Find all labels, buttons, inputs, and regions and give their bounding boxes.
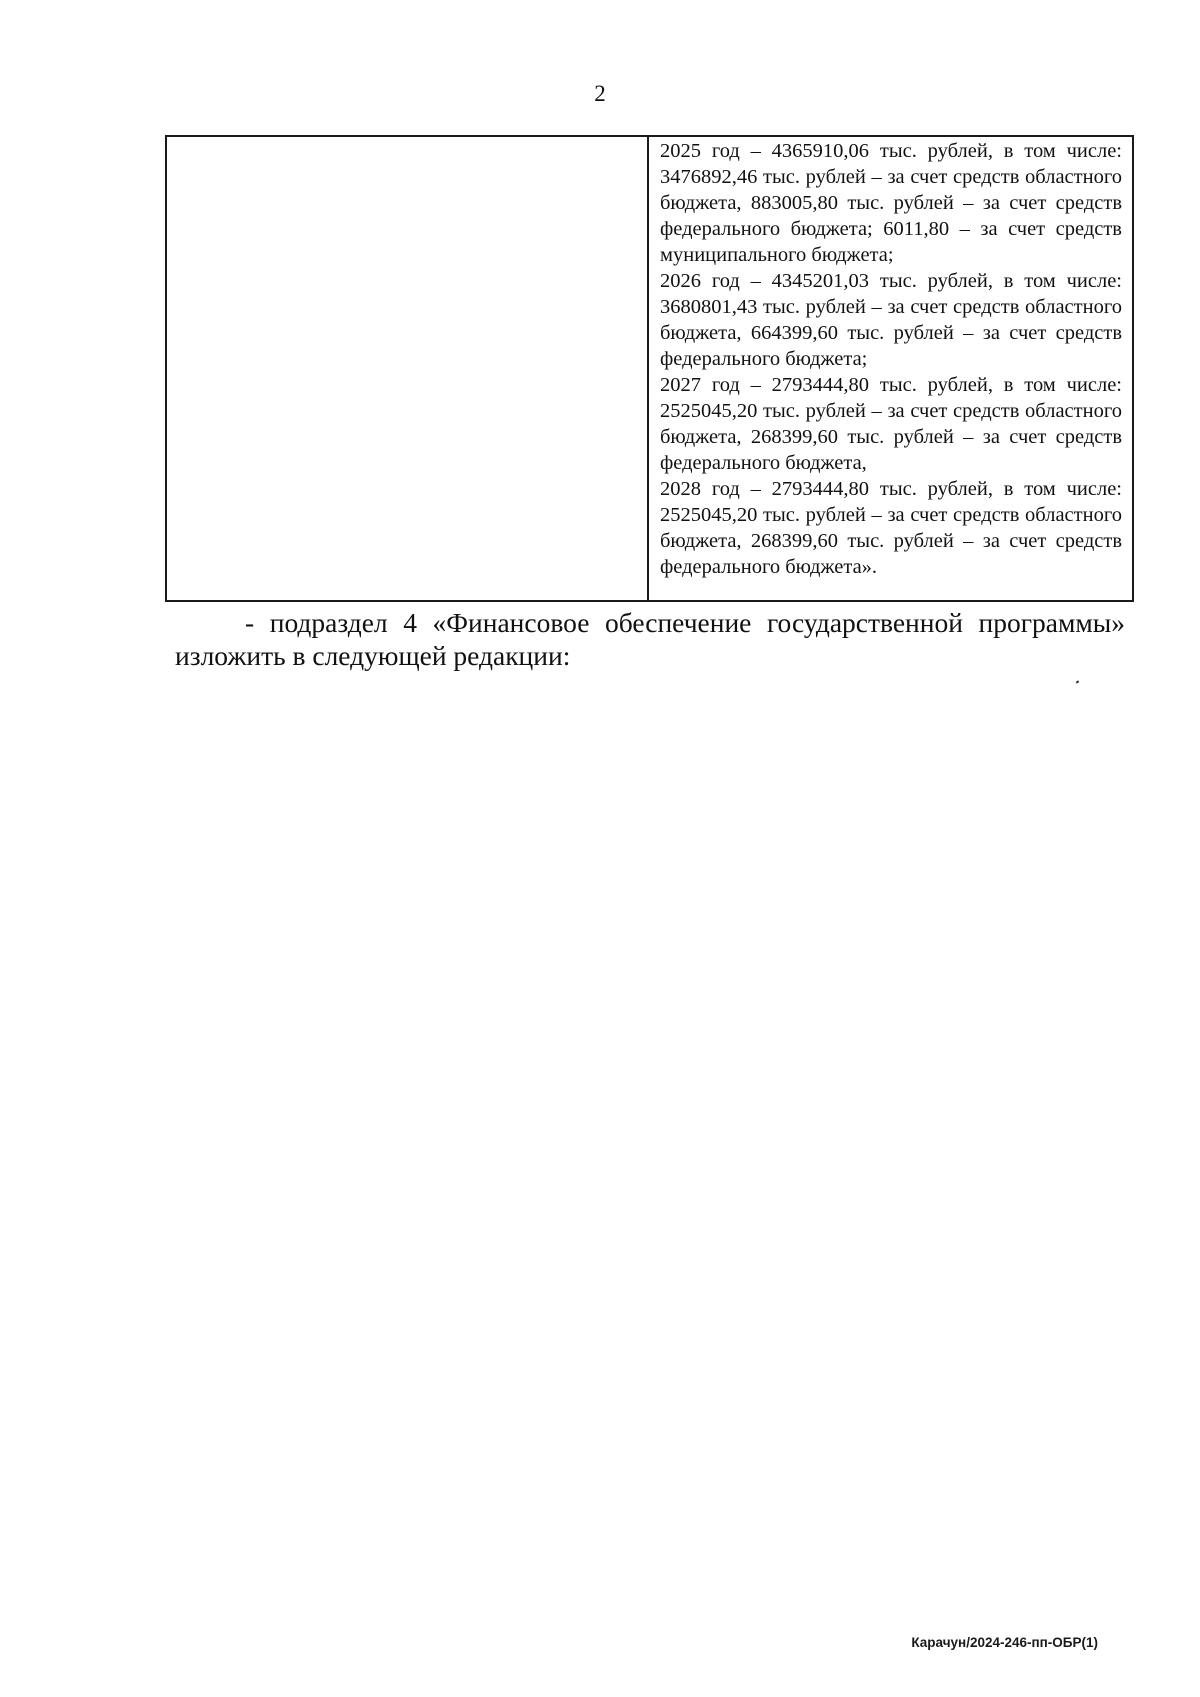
body-paragraph: [175, 606, 1125, 672]
funding-2028: 2028 год – 2793444,80 тыс. рублей, в том числе: 2525045,20 тыс. рублей – за счет средств областного бюджета, 268399,60 тыс. рублей – за счет средств федерального бюджета».: [660, 478, 1122, 578]
funding-2025: 2025 год – 4365910,06 тыс. рублей, в том числе: 3476892,46 тыс. рублей – за счет средств областного бюджета, 883005,80 тыс. рублей – за счет средств федерального бюджета; 6011,80 – за счет средств муниципального бюджета;: [660, 140, 1122, 266]
funding-2027: 2027 год – 2793444,80 тыс. рублей, в том числе: 2525045,20 тыс. рублей – за счет средств областного бюджета, 268399,60 тыс. рублей – за счет средств федерального бюджета,: [660, 374, 1122, 474]
paragraph-text: - подраздел 4 «Финансовое обеспечение государственной программы» изложить в следующей редакции:: [175, 607, 1125, 671]
table-cell-right: [648, 136, 1133, 601]
document-code: Карачун/2024-246-пп-ОБР(1): [911, 1635, 1098, 1650]
table-row: [166, 136, 1133, 601]
funding-table: [165, 135, 1134, 602]
funding-2026: 2026 год – 4345201,03 тыс. рублей, в том числе: 3680801,43 тыс. рублей – за счет средств областного бюджета, 664399,60 тыс. рублей – за счет средств федерального бюджета;: [660, 270, 1122, 370]
page-number: 2: [594, 81, 606, 106]
scan-mark: [1076, 680, 1080, 683]
table-cell-left: [166, 136, 648, 601]
